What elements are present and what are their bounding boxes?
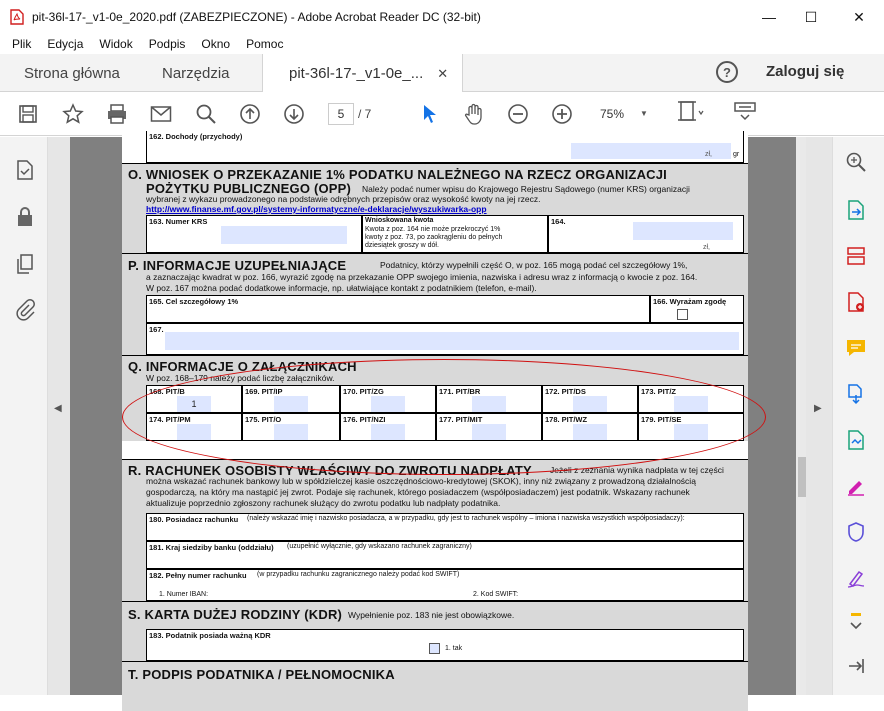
attachment-label: 177. PIT/MIT <box>439 415 483 424</box>
kwota-info <box>362 215 548 253</box>
kwota-title: Wnioskowana kwota <box>365 217 434 224</box>
chevron-left-icon: ◀ <box>54 403 62 414</box>
tab-close-button[interactable]: ✕ <box>437 65 449 81</box>
attachment-label: 174. PIT/PM <box>149 415 191 424</box>
attachment-label: 178. PIT/WZ <box>545 415 588 424</box>
kwota-note-1: Kwota z poz. 164 nie może przekroczyć 1% <box>365 226 501 233</box>
section-o-title-2: POŻYTKU PUBLICZNEGO (OPP) <box>146 181 352 196</box>
section-p-note-3: W poz. 167 można podać dodatkowe informacje, np. ułatwiające kontakt z podatnikiem (telefon, e-mail). <box>146 283 537 293</box>
hand-tool-icon[interactable] <box>462 102 486 126</box>
zoom-select[interactable] <box>594 103 656 125</box>
attachment-label: 171. PIT/BR <box>439 387 481 396</box>
kdr-option-label: 1. tak <box>445 645 463 652</box>
page-number-input[interactable]: 5 <box>328 103 354 125</box>
attachment-label: 175. PIT/O <box>245 415 282 424</box>
field-182-note: (w przypadku rachunku zagranicznego należy podać kod SWIFT) <box>257 571 460 578</box>
kwota-input[interactable] <box>633 222 733 240</box>
field-166 <box>650 295 744 323</box>
menu-podpis[interactable]: Podpis <box>148 37 186 51</box>
menu-widok[interactable]: Widok <box>99 37 133 51</box>
zoom-tool-icon[interactable] <box>844 150 868 174</box>
section-o-note-2: wybranej z wykazu prowadzonego na podstawie odrębnych przepisów oraz wysokość kwoty na jej rzecz. <box>146 194 541 204</box>
save-icon[interactable] <box>16 102 40 126</box>
attachment-count-input[interactable] <box>274 424 308 440</box>
section-p-note-2: a zaznaczając kwadrat w poz. 166, wyrazić zgodę na przekazanie OPP swojego imienia, nazwiska i adresu wraz z informacją o kwocie z poz. 164. <box>146 272 698 282</box>
login-button[interactable]: Zaloguj się <box>766 63 845 80</box>
comment-icon[interactable] <box>844 336 868 360</box>
attachment-count-input[interactable] <box>674 424 708 440</box>
attachment-cell <box>242 413 340 441</box>
maximize-button[interactable]: ☐ <box>804 8 818 25</box>
attachment-cell <box>638 413 744 441</box>
zl-label-164: zł, <box>703 244 710 251</box>
window-title: pit-36l-17-_v1-0e_2020.pdf (ZABEZPIECZONE) - Adobe Acrobat Reader DC (32-bit) <box>32 10 481 24</box>
field-183 <box>146 629 744 661</box>
zl-label: zł, <box>705 151 712 158</box>
field-167-input[interactable] <box>165 332 739 350</box>
attachment-label: 169. PIT/IP <box>245 387 283 396</box>
document-view[interactable] <box>70 132 796 695</box>
close-window-button[interactable]: ✕ <box>853 8 865 25</box>
menu-edycja[interactable]: Edycja <box>47 37 84 51</box>
section-r-title: R. RACHUNEK OSOBISTY WŁAŚCIWY DO ZWROTU NADPŁATY <box>128 463 532 478</box>
window-titlebar <box>0 0 884 34</box>
attachment-cell <box>242 385 340 413</box>
tab-home[interactable]: Strona główna <box>24 64 120 82</box>
copy-pages-icon[interactable] <box>13 252 37 276</box>
combine-files-icon[interactable] <box>844 382 868 406</box>
protect-shield-icon[interactable] <box>844 520 868 544</box>
menu-okno[interactable]: Okno <box>201 37 231 51</box>
field-164-label: 164. <box>551 217 566 226</box>
read-mode-icon[interactable] <box>732 100 758 124</box>
field-182[interactable] <box>146 569 744 601</box>
section-p-title: P. INFORMACJE UZUPEŁNIAJĄCE <box>128 258 347 273</box>
attachment-cell <box>436 413 542 441</box>
section-p-note-1: Podatnicy, którzy wypełnili część O, w poz. 165 mogą podać cel szczegółowy 1%, <box>380 260 688 270</box>
email-icon[interactable] <box>149 102 173 126</box>
export-pdf-icon[interactable] <box>844 198 868 222</box>
section-t-title: T. PODPIS PODATNIKA / PEŁNOMOCNIKA <box>128 667 395 682</box>
field-162-label: 162. Dochody (przychody) <box>149 132 243 141</box>
attachment-cell <box>436 385 542 413</box>
field-181-label: 181. Kraj siedziby banku (oddziału) <box>149 543 274 552</box>
page-total: / 7 <box>358 107 372 121</box>
page-thumbnails-icon[interactable] <box>13 158 37 182</box>
more-tools-chevron-icon[interactable] <box>844 610 868 634</box>
organize-pages-icon[interactable] <box>844 244 868 268</box>
star-icon[interactable] <box>61 102 85 126</box>
page-down-icon[interactable] <box>282 102 306 126</box>
kwota-note-2: kwoty z poz. 73, po zaokrągleniu do pełnych <box>365 234 503 241</box>
field-181-note: (uzupełnić wyłącznie, gdy wskazano rachunek zagraniczny) <box>287 543 472 550</box>
field-165 <box>146 295 650 323</box>
lock-icon[interactable] <box>13 205 37 229</box>
opp-search-link[interactable]: http://www.finanse.mf.gov.pl/systemy-informatyczne/e-deklaracje/wyszukiwarka-opp <box>146 204 487 214</box>
attachment-count-input[interactable] <box>472 396 506 412</box>
attachment-label: 168. PIT/B <box>149 387 185 396</box>
attachment-cell <box>146 413 242 441</box>
section-q-note: W poz. 168–179 należy podać liczbę załączników. <box>146 373 335 383</box>
zoom-in-icon[interactable] <box>550 102 574 126</box>
attachment-label: 176. PIT/NZI <box>343 415 386 424</box>
chevron-down-icon: ▼ <box>640 109 648 118</box>
send-for-review-icon[interactable] <box>844 428 868 452</box>
right-panel-toggle[interactable] <box>806 137 832 695</box>
left-panel-toggle[interactable] <box>48 137 70 695</box>
print-icon[interactable] <box>105 102 129 126</box>
section-s-note: Wypełnienie poz. 183 nie jest obowiązkowe. <box>348 610 515 620</box>
attachment-cell <box>340 385 436 413</box>
consent-checkbox[interactable] <box>677 309 688 320</box>
attachment-count-input[interactable] <box>371 396 405 412</box>
menu-pomoc[interactable]: Pomoc <box>246 37 284 51</box>
attachment-label: 179. PIT/SE <box>641 415 682 424</box>
field-162 <box>146 131 744 163</box>
attachment-count-input[interactable] <box>573 396 607 412</box>
tab-document-label: pit-36l-17-_v1-0e_... <box>289 65 424 82</box>
sign-pen-icon[interactable] <box>844 566 868 590</box>
field-181[interactable] <box>146 541 744 569</box>
field-180-note: (należy wskazać imię i nazwisko posiadacza, a w przypadku, gdy jest to rachunek wspólny – imiona i nazwiska wszystkich współposiadaczy): <box>247 515 685 522</box>
attachment-count-input[interactable] <box>472 424 506 440</box>
menu-plik[interactable]: Plik <box>12 37 32 51</box>
attachment-cell <box>542 413 638 441</box>
section-o-title-1: O. WNIOSEK O PRZEKAZANIE 1% PODATKU NALEŻNEGO NA RZECZ ORGANIZACJI <box>128 167 667 182</box>
attachment-icon[interactable] <box>13 298 37 322</box>
attachment-cell <box>146 385 242 413</box>
section-r-note-3: gospodarczą, na który ma nastąpić jej zwrot. Podaje się rachunek, którego posiadaczem (współposiadaczem) jest podatnik. Wskazany rachunek <box>146 487 690 497</box>
attachment-label: 173. PIT/Z <box>641 387 677 396</box>
attachment-cell <box>542 385 638 413</box>
attachment-count-input[interactable] <box>371 424 405 440</box>
section-r-note-2: można wskazać rachunek bankowy lub w spółdzielczej kasie oszczędnościowo-kredytowej (SKOK), inny niż związany z prowadzoną działalnością <box>146 476 696 486</box>
collapse-pane-icon[interactable] <box>844 654 868 678</box>
field-163 <box>146 215 362 253</box>
page-fit-icon[interactable] <box>676 100 706 124</box>
zoom-out-icon[interactable] <box>506 102 530 126</box>
section-r-note-1: Jeżeli z zeznania wynika nadpłata w tej części <box>550 465 724 475</box>
select-tool-icon[interactable] <box>418 102 442 126</box>
kdr-checkbox[interactable] <box>429 643 440 654</box>
attachment-cell <box>340 413 436 441</box>
tab-document[interactable] <box>262 54 463 93</box>
section-q-title: Q. INFORMACJE O ZAŁĄCZNIKACH <box>128 359 357 374</box>
chevron-right-icon: ▶ <box>814 403 822 414</box>
attachment-count-input[interactable] <box>177 424 211 440</box>
acrobat-icon <box>10 9 24 25</box>
zoom-value: 75% <box>600 107 625 121</box>
attachment-cell <box>638 385 744 413</box>
search-icon[interactable] <box>194 102 218 126</box>
section-r-note-4: aktualizuje poprzednio zgłoszony rachunek służący do zwrotu podatku lub nadpłaty podatnika. <box>146 498 501 508</box>
help-icon[interactable]: ? <box>716 61 738 83</box>
minimize-button[interactable]: — <box>762 9 776 25</box>
section-s-title: S. KARTA DUŻEJ RODZINY (KDR) <box>128 607 343 622</box>
tab-tools[interactable]: Narzędzia <box>162 64 230 82</box>
tabs-row <box>0 54 884 92</box>
field-164 <box>548 215 744 253</box>
pdf-page <box>122 131 748 711</box>
menu-bar <box>0 34 884 54</box>
section-o-note: Należy podać numer wpisu do Krajowego Rejestru Sądowego (numer KRS) organizacji <box>362 184 690 194</box>
kwota-note-3: dziesiątek groszy w dół. <box>365 242 439 249</box>
field-163-label: 163. Numer KRS <box>149 217 208 226</box>
iban-label: 1. Numer IBAN: <box>159 591 209 598</box>
attachment-label: 170. PIT/ZG <box>343 387 384 396</box>
attachment-label: 172. PIT/DS <box>545 387 586 396</box>
field-166-label: 166. Wyrażam zgodę <box>653 297 727 306</box>
swift-label: 2. Kod SWIFT: <box>473 591 519 598</box>
field-182-label: 182. Pełny numer rachunku <box>149 571 247 580</box>
gr-label: gr <box>733 151 740 158</box>
attachment-count-input[interactable] <box>674 396 708 412</box>
field-167 <box>146 323 744 355</box>
attachment-count-input[interactable] <box>573 424 607 440</box>
field-180-label: 180. Posiadacz rachunku <box>149 515 239 524</box>
field-180[interactable] <box>146 513 744 541</box>
attachment-count-input[interactable] <box>274 396 308 412</box>
attachment-count-input[interactable]: 1 <box>177 396 211 412</box>
page-up-icon[interactable] <box>238 102 262 126</box>
field-165-label: 165. Cel szczegółowy 1% <box>149 297 239 306</box>
krs-input[interactable] <box>221 226 347 244</box>
field-183-label: 183. Podatnik posiada ważną KDR <box>149 631 271 640</box>
field-167-label: 167. <box>149 325 164 334</box>
fill-sign-icon[interactable] <box>844 474 868 498</box>
create-pdf-icon[interactable] <box>844 290 868 314</box>
